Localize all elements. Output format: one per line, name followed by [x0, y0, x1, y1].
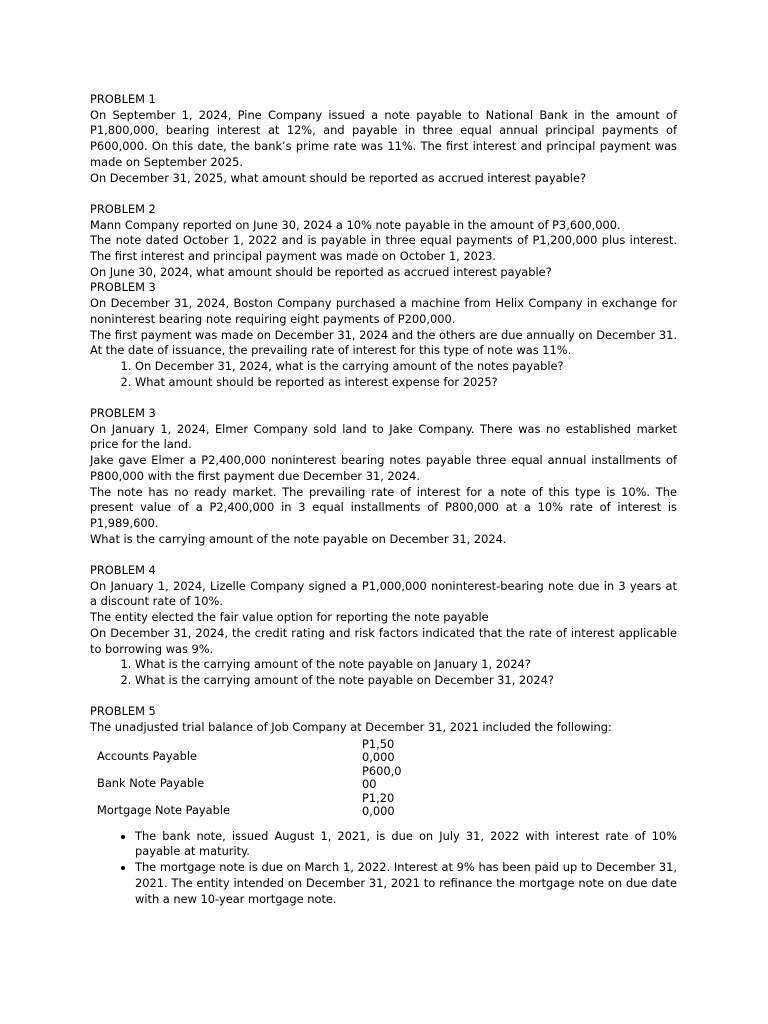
list-item: • The bank note, issued August 1, 2021, is due on July 31, 2022 with interest rate of 10% payable at maturity. — [135, 829, 677, 860]
problem-paragraph: The note dated October 1, 2022 and is payable in three equal payments of P1,200,000 plus interest. The first interest and principal payment was made on October 1, 2023. — [90, 233, 677, 264]
table-row — [92, 765, 407, 792]
list-item: 2. What amount should be reported as interest expense for 2025? — [135, 375, 677, 391]
problem-paragraph: The unadjusted trial balance of Job Company at December 31, 2021 included the following: — [90, 720, 612, 735]
spacer — [90, 186, 677, 202]
problem-paragraph: The entity elected the fair value option for reporting the note payable — [90, 610, 489, 625]
problem-5 — [90, 704, 677, 907]
problem-3b — [90, 406, 677, 547]
document-body — [90, 92, 677, 907]
problem-4 — [90, 563, 677, 689]
problem-heading: PROBLEM 1 — [90, 92, 156, 106]
problem-paragraph: The note has no ready market. The prevailing rate of interest for a note of this type is 10%. The present value of a P2,400,000 in 3 equal installments of P800,000 at a 10% rate of interest is P1,989,600. — [90, 484, 677, 530]
spacer — [90, 547, 677, 563]
account-amount: P600,000 — [362, 764, 402, 792]
problem-paragraph: On December 31, 2024, the credit rating and risk factors indicated that the rate of interest applicable to borrowing was 9%. — [90, 625, 677, 656]
account-name: Bank Note Payable — [97, 776, 205, 791]
problem-heading: PROBLEM 5 — [90, 704, 156, 719]
account-name: Mortgage Note Payable — [97, 803, 231, 818]
problem-paragraph: Jake gave Elmer a P2,400,000 noninterest bearing notes payable three equal annual installments of P800,000 with the first payment due December 31, 2024. — [90, 453, 677, 483]
problem-heading: PROBLEM 3 — [90, 406, 156, 421]
table-row — [92, 738, 407, 765]
problem-paragraph: The first payment was made on December 31, 2024 and the others are due annually on December 31. At the date of issuance, the prevailing rate of interest for this type of note was 11%. — [90, 327, 677, 358]
account-amount: P1,500,000 — [362, 737, 395, 765]
problem-2 — [90, 202, 677, 281]
trial-balance-table — [92, 738, 407, 819]
question-list — [90, 359, 677, 390]
problem-question: On June 30, 2024, what amount should be reported as accrued interest payable? — [90, 264, 552, 279]
list-item: • The mortgage note is due on March 1, 2022. Interest at 9% has been paid up to December 31, 2021. The entity intended on December 31, 2021 to refinance the mortgage note on due date with a new 10-year mortgage note. — [135, 860, 677, 907]
account-name: Accounts Payable — [97, 749, 198, 764]
problem-paragraph: On September 1, 2024, Pine Company issued a note payable to National Bank in the amount of P1,800,000, bearing interest at 12%, and payable in three equal annual principal payments of P600,000. On this date, the bank’s prime rate was 11%. The first interest and principal payment was made on September 2025. — [90, 107, 677, 169]
spacer — [90, 819, 677, 829]
list-item: 1. What is the carrying amount of the note payable on January 1, 2024? — [135, 657, 677, 673]
problem-question: What is the carrying amount of the note payable on December 31, 2024. — [90, 531, 507, 546]
list-item: 1. On December 31, 2024, what is the carrying amount of the notes payable? — [135, 359, 677, 375]
bullet-list — [90, 829, 677, 908]
problem-heading: PROBLEM 4 — [90, 563, 156, 578]
problem-heading: PROBLEM 2 — [90, 201, 156, 216]
problem-paragraph: On January 1, 2024, Lizelle Company signed a P1,000,000 noninterest-bearing note due in 3 years at a discount rate of 10%. — [90, 578, 677, 609]
account-amount: P1,200,000 — [362, 791, 395, 819]
list-item: 2. What is the carrying amount of the note payable on December 31, 2024? — [135, 673, 677, 689]
problem-question: On December 31, 2025, what amount should be reported as accrued interest payable? — [90, 170, 586, 185]
problem-paragraph: Mann Company reported on June 30, 2024 a 10% note payable in the amount of P3,600,000. — [90, 217, 621, 232]
problem-paragraph: On January 1, 2024, Elmer Company sold land to Jake Company. There was no established market price for the land. — [90, 421, 677, 452]
problem-paragraph: On December 31, 2024, Boston Company purchased a machine from Helix Company in exchange for noninterest bearing note requiring eight payments of P200,000. — [90, 296, 677, 326]
question-list — [90, 657, 677, 688]
problem-1 — [90, 92, 677, 186]
spacer — [90, 390, 677, 406]
spacer — [90, 689, 677, 705]
table-row — [92, 792, 407, 819]
problem-3a — [90, 280, 677, 390]
problem-heading: PROBLEM 3 — [90, 280, 156, 295]
